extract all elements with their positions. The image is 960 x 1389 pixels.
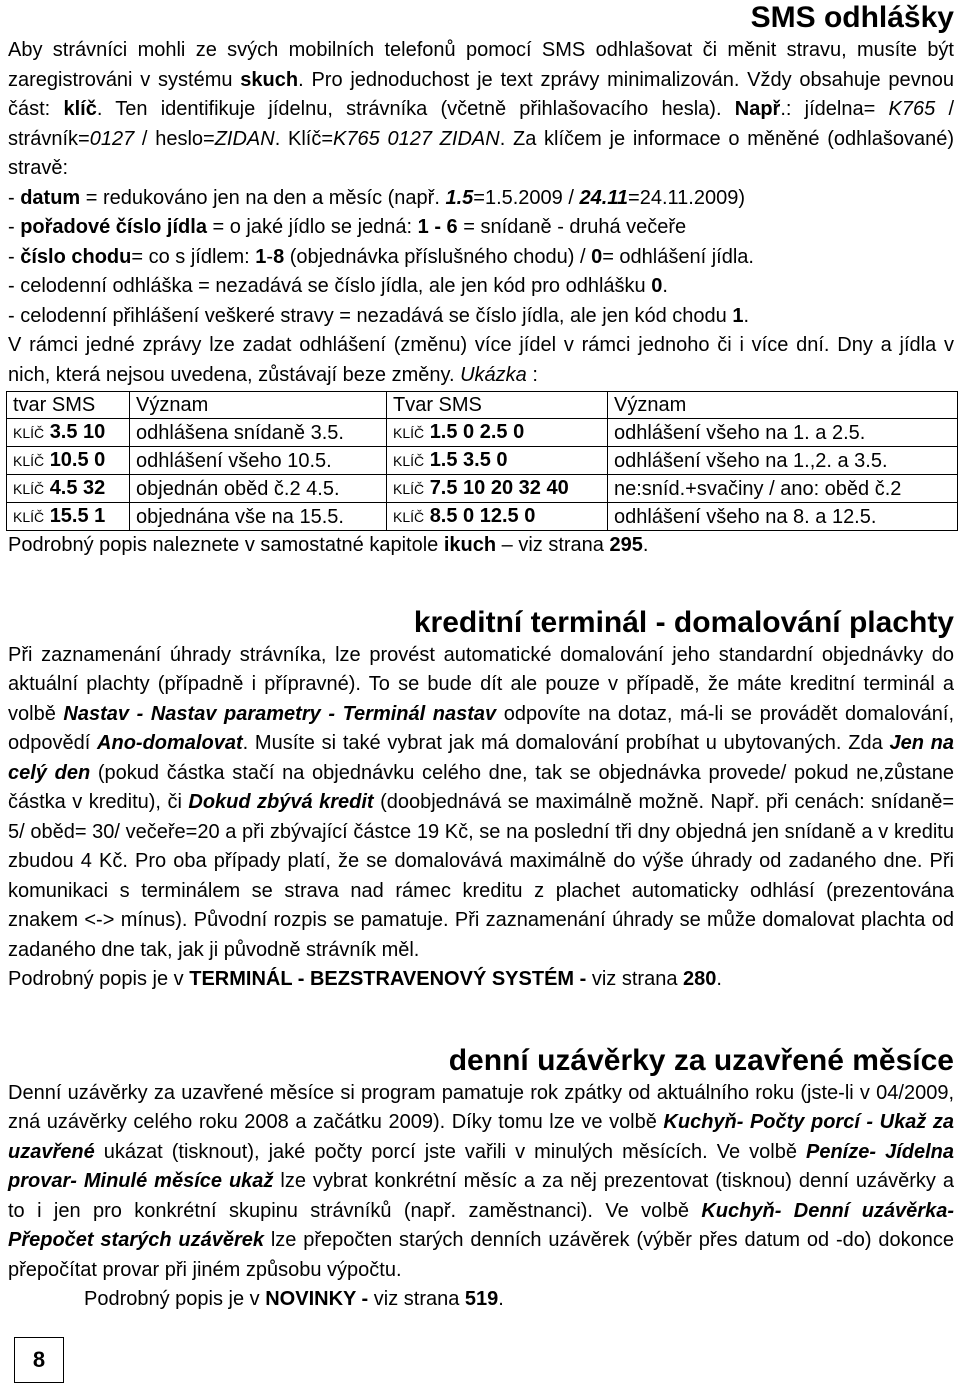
text-run: 1.5 [445, 186, 474, 209]
text-run: : [526, 363, 538, 386]
sms-bullet-list [8, 184, 954, 332]
sms-text-cell: KLÍČ 1.5 3.5 0 [387, 447, 608, 475]
text-run: . [743, 304, 749, 327]
bullet-item [8, 243, 954, 273]
text-run: . Pro jednoduchost je text zprávy minimalizován. Vždy obsahuje pevnou část: [8, 68, 954, 120]
text-run: Ukázka [460, 363, 527, 386]
sms-intro-paragraph [8, 36, 954, 184]
section-title-sms: SMS odhlášky [750, 1, 954, 34]
terminal-reference-line [8, 965, 954, 995]
text-run: pořadové číslo jídla [20, 216, 207, 238]
text-run: Při zaznamenání úhrady strávníka, lze provést automatické domalování jeho standardní objednávky do aktuální plachty (případně i přípravné). To se bude dít ale pouze v případě, že máte kreditní terminál a volbě [8, 643, 954, 725]
text-run: = odhlášení jídla. [602, 245, 754, 268]
text-run: . [642, 534, 649, 556]
meaning-cell: odhlášena snídaně 3.5. [130, 419, 387, 447]
text-run: . Za klíčem je informace o měněné (odhlašované) stravě: [8, 127, 954, 179]
terminal-paragraph [8, 641, 954, 966]
meaning-cell: odhlášení všeho na 1.,2. a 3.5. [608, 447, 958, 475]
text-run: . Klíč= [274, 127, 334, 150]
page-number: 8 [14, 1337, 64, 1383]
text-run: =1.5.2009 / [473, 186, 580, 209]
text-run: Peníze- Jídelna provar- Minulé měsíce ukaž [8, 1140, 954, 1192]
text-run: - celodenní odhláška = nezadává se číslo jídla, ale jen kód pro odhlášku [8, 275, 652, 297]
sms-text-cell: KLÍČ 10.5 0 [7, 447, 130, 475]
meaning-cell: odhlášení všeho na 8. a 12.5. [608, 503, 958, 531]
meaning-cell: ne:sníd.+svačiny / ano: oběd č.2 [608, 475, 958, 503]
text-run: 280 [683, 968, 717, 990]
text-run: klíč [63, 98, 97, 120]
text-run: 1 - 6 [417, 216, 458, 238]
text-run: = snídaně - druhá večeře [457, 216, 687, 238]
section-title-closures: denní uzávěrky za uzavřené měsíce [448, 1043, 954, 1077]
text-run: = o jaké jídlo se jedná: [206, 216, 418, 238]
table-row [7, 447, 958, 475]
sms-text-cell: KLÍČ 15.5 1 [7, 503, 130, 531]
text-run: Kuchyň- Počty porcí - Ukaž za uzavřené [8, 1111, 954, 1163]
text-run: - celodenní přihlášení veškeré stravy = nezadává se číslo jídla, ale jen kód chodu [8, 304, 733, 327]
closures-paragraph [8, 1079, 954, 1286]
text-run: Podrobný popis je v [8, 968, 190, 990]
text-run: NOVINKY - [265, 1288, 369, 1310]
text-run: Podrobný popis je v [84, 1288, 266, 1310]
text-run: TERMINÁL - BEZSTRAVENOVÝ SYSTÉM - [189, 968, 587, 990]
table-header-cell: Význam [130, 392, 387, 419]
table-header-cell: tvar SMS [7, 392, 130, 419]
text-run: Nastav - Nastav parametry - Terminál nastav [63, 702, 497, 725]
text-run: (objednávka příslušného chodu) / [284, 245, 592, 268]
text-run: 0 [651, 275, 663, 297]
text-run: - [8, 186, 21, 209]
text-run: Aby strávníci mohli ze svých mobilních telefonů pomocí SMS odhlašovat či měnit stravu, musíte být zaregistrováni v systému [8, 39, 954, 91]
bullet-item [8, 213, 954, 243]
text-run: odpovíte na dotaz, má-li se provádět domalování, odpovědí [8, 702, 955, 754]
text-run: lze přepočten starých denních uzávěrek (výběr přes datum od -do) dokonce přepočítat provar při jiném způsobu výpočtu. [8, 1229, 955, 1281]
text-run: . Ten identifikuje jídelnu, strávníka (včetně přihlašovacího hesla). [96, 98, 735, 120]
sms-reference-line [8, 531, 954, 561]
text-run: 1 [255, 245, 267, 268]
text-run: K765 [888, 98, 936, 120]
text-run: / heslo= [134, 127, 215, 150]
text-run: 1 [732, 304, 744, 327]
text-run: Denní uzávěrky za uzavřené měsíce si program pamatuje rok zpátky od aktuálního roku (jste-li v 04/2009, zná uzávěrky celého roku 2008 a začátku 2009). Díky tomu lze ve volbě [8, 1081, 954, 1133]
text-run: datum [20, 186, 81, 209]
text-run: . [716, 968, 722, 990]
text-run: - [8, 216, 21, 238]
text-run: 8 [273, 245, 285, 268]
meaning-cell: odhlášení všeho 10.5. [130, 447, 387, 475]
table-row [7, 475, 958, 503]
text-run: . [498, 1288, 504, 1310]
table-header-cell: Tvar SMS [387, 392, 608, 419]
sms-text-cell: KLÍČ 8.5 0 12.5 0 [387, 503, 608, 531]
text-run: Např [734, 98, 781, 120]
section-title-terminal: kreditní terminál - domalování plachty [413, 605, 954, 639]
table-row [7, 503, 958, 531]
meaning-cell: objednána vše na 15.5. [130, 503, 387, 531]
text-run: Kuchyň- Denní uzávěrka- Přepočet starých uzávěrek [8, 1199, 954, 1251]
text-run: 0127 [89, 127, 135, 150]
text-run: = co s jídlem: [131, 245, 256, 268]
text-run: Jen na celý den [8, 732, 955, 784]
text-run: (pokud částka stačí na objednávku celého dne, tak se objednávka provede/ pokud ne,zůstane částka v kreditu), či [8, 761, 954, 813]
text-run: V rámci jedné zprávy lze zadat odhlášení (změnu) více jídel v rámci jednoho či i více dní. Dny a jídla v nich, která nejsou uvedena, zůstávají beze změny. [8, 334, 954, 386]
text-run: lze vybrat konkrétní měsíc a za něj prezentovat (tisknou) denní uzávěrky a to i jen pro konkrétní skupinu strávníků (např. zaměstnanci). Ve volbě [8, 1170, 955, 1222]
sms-text-cell: KLÍČ 1.5 0 2.5 0 [387, 419, 608, 447]
text-run: =24.11.2009) [628, 186, 745, 209]
bullet-item [8, 272, 954, 302]
table-row [7, 419, 958, 447]
text-run: ikuch [443, 534, 497, 556]
text-run: - [266, 245, 274, 268]
text-run: skuch [240, 68, 299, 91]
bullet-item [8, 302, 954, 332]
text-run: Dokud zbývá kredit [188, 791, 374, 813]
text-run: – viz strana [496, 534, 610, 556]
text-run: - [8, 245, 21, 268]
text-run: . [662, 275, 668, 297]
meaning-cell: objednán oběd č.2 4.5. [130, 475, 387, 503]
text-run: Ano-domalovat [97, 732, 243, 754]
sms-text-cell: KLÍČ 4.5 32 [7, 475, 130, 503]
table-header-cell: Význam [608, 392, 958, 419]
text-run: 24.11 [579, 186, 629, 209]
text-run: ZIDAN [214, 127, 275, 150]
text-run: K765 0127 ZIDAN [333, 127, 500, 150]
text-run: viz strana [368, 1288, 465, 1310]
text-run: 0 [591, 245, 603, 268]
text-run: (doobjednává se maximálně možně. Např. při cenách: snídaně= 5/ oběd= 30/ večeře=20 a při zbývající částce 19 Kč, se na poslední tři dny objedná jen snídaně a v kreditu zbudou 4 Kč. Pro oba případy platí, že se domalovává maximálně do výše úhrady od zadaného dne. Při komunikaci s terminálem se strava nad rámec kreditu z plachet automaticky odhlásí (prezentována znakem <-> mínus). Původní rozpis se pamatuje. Při zaznamenání úhrady se může domalovat plachta od zadaného dne tak, jak ji původně strávník měl. [8, 791, 955, 961]
text-run: 295 [609, 534, 643, 556]
bullet-item [8, 184, 954, 214]
text-run: 519 [464, 1288, 499, 1310]
table-header-row [7, 392, 958, 419]
text-run: číslo chodu [20, 245, 132, 268]
document-page [8, 0, 954, 1315]
sms-example-table [6, 391, 958, 531]
text-run: / strávník= [8, 98, 954, 150]
text-run: Podrobný popis naleznete v samostatné kapitole [8, 534, 444, 556]
text-run: .: jídelna= [780, 98, 889, 120]
meaning-cell: odhlášení všeho na 1. a 2.5. [608, 419, 958, 447]
sms-text-cell: KLÍČ 7.5 10 20 32 40 [387, 475, 608, 503]
sms-text-cell: KLÍČ 3.5 10 [7, 419, 130, 447]
text-run: = redukováno jen na den a měsíc (např. [80, 186, 446, 209]
text-run: viz strana [586, 968, 683, 990]
text-run: . Musíte si také vybrat jak má domalování probíhat u ubytovaných. Zda [242, 732, 890, 754]
closures-reference-line [8, 1285, 954, 1315]
sms-after-paragraph [8, 331, 954, 390]
text-run: ukázat (tisknout), jaké počty porcí jste vařili v minulých měsících. Ve volbě [94, 1140, 806, 1163]
